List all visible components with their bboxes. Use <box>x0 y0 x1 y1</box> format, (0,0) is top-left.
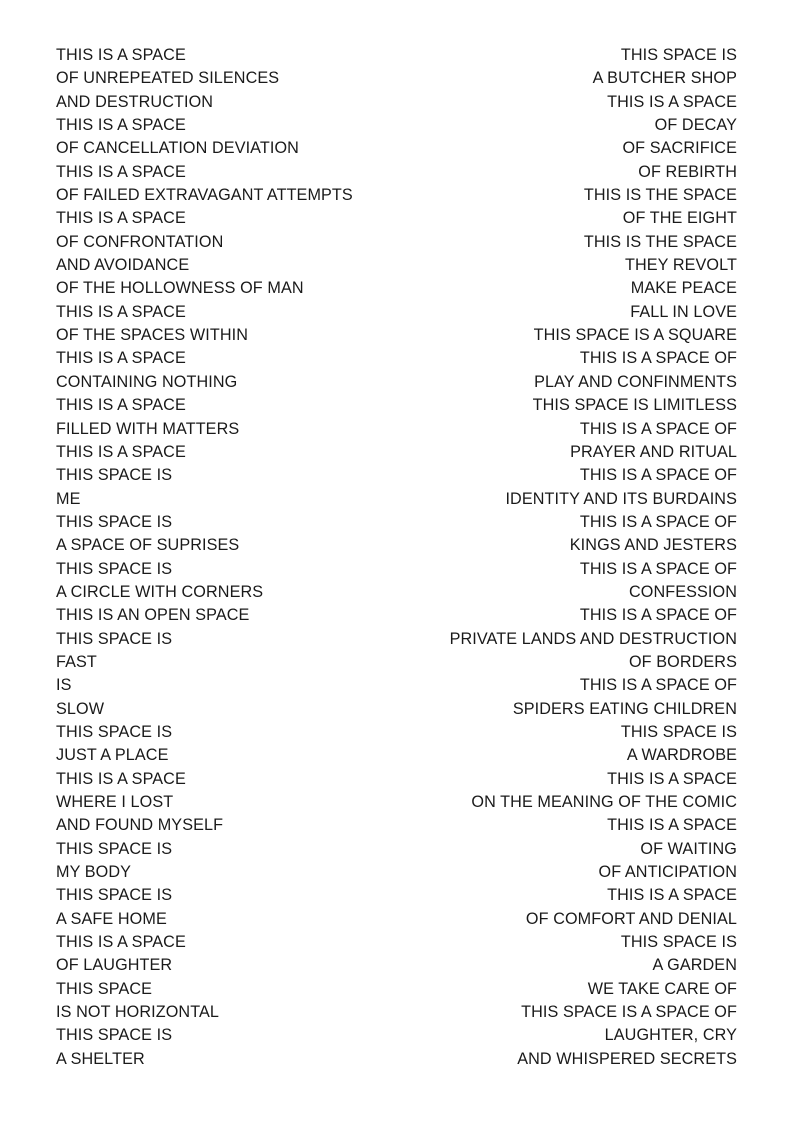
poem-line: A SPACE OF SUPRISES <box>56 536 240 555</box>
poem-line: THIS SPACE IS <box>620 722 737 741</box>
poem-line: THIS IS THE SPACE <box>583 232 737 251</box>
poem-line: MAKE PEACE <box>630 279 737 298</box>
poem-line: THIS SPACE IS <box>56 722 173 741</box>
poem-line: A SHELTER <box>56 1049 145 1068</box>
poem-line: OF BORDERS <box>628 652 737 671</box>
poem-line: THIS IS A SPACE OF <box>579 676 737 695</box>
poem-line: AND AVOIDANCE <box>56 256 190 275</box>
poem-line: THIS SPACE IS LIMITLESS <box>532 396 737 415</box>
poem-line: FAST <box>56 652 97 671</box>
poem-line: OF THE HOLLOWNESS OF MAN <box>56 279 304 298</box>
poem-line: OF UNREPEATED SILENCES <box>56 69 280 88</box>
poem-line: OF THE SPACES WITHIN <box>56 326 249 345</box>
poem-line: OF ANTICIPATION <box>598 863 737 882</box>
poem-line: OF REBIRTH <box>638 162 737 181</box>
poem-line: FILLED WITH MATTERS <box>56 419 240 438</box>
poem-line: MY BODY <box>56 863 132 882</box>
poem-line: OF CANCELLATION DEVIATION <box>56 139 299 158</box>
poem-line: AND FOUND MYSELF <box>56 816 224 835</box>
poem-line: THIS SPACE IS <box>56 839 173 858</box>
poem-line: A SAFE HOME <box>56 909 167 928</box>
poem-line: THEY REVOLT <box>624 256 737 275</box>
poem-line: ON THE MEANING OF THE COMIC <box>471 793 737 811</box>
poem-line: THIS IS A SPACE <box>56 396 186 415</box>
poem-line: WHERE I LOST <box>56 793 174 811</box>
poem-line: THIS IS A SPACE OF <box>579 606 737 625</box>
poem-line: PRIVATE LANDS AND DESTRUCTION <box>449 629 737 648</box>
poem-line: FALL IN LOVE <box>630 302 737 321</box>
poem-line: OF DECAY <box>654 116 737 135</box>
poem-line: THIS SPACE IS <box>56 629 173 648</box>
poem-line: WE TAKE CARE OF <box>587 979 737 998</box>
poem-line: THIS IS A SPACE <box>607 816 737 835</box>
poem-line: AND WHISPERED SECRETS <box>517 1049 737 1068</box>
poem-line: IDENTITY AND ITS BURDAINS <box>505 489 737 508</box>
poem-line: THIS IS A SPACE <box>56 162 186 181</box>
poem-line: AND DESTRUCTION <box>56 92 214 111</box>
poem-left-column <box>56 44 396 1071</box>
poem-line: PRAYER AND RITUAL <box>570 442 737 461</box>
poem-line: CONTAINING NOTHING <box>56 372 238 391</box>
poem-line: IS NOT HORIZONTAL <box>56 1003 219 1022</box>
poem-line: THIS IS A SPACE OF <box>579 512 737 531</box>
poem-line: SLOW <box>56 699 105 718</box>
poem-line: THIS SPACE IS <box>56 1026 173 1045</box>
poem-line: A GARDEN <box>652 956 737 975</box>
poem-line: IS <box>56 676 72 695</box>
poem-line: OF THE EIGHT <box>622 209 737 228</box>
poem-line: THIS IS A SPACE <box>56 209 186 228</box>
poem-line: THIS SPACE <box>56 979 153 998</box>
poem-line: THIS IS A SPACE <box>607 92 737 111</box>
poem-line: THIS IS AN OPEN SPACE <box>56 606 250 625</box>
poem-right-column <box>397 44 737 1071</box>
poem-line: OF SACRIFICE <box>622 139 737 158</box>
poem-line: THIS IS A SPACE <box>607 769 737 788</box>
poem-line: THIS IS A SPACE <box>56 302 186 321</box>
poem-line: THIS SPACE IS <box>56 886 173 905</box>
poem-line: THIS SPACE IS <box>56 466 173 485</box>
poem-line: THIS IS A SPACE <box>56 933 186 952</box>
poem-line: THIS SPACE IS <box>56 559 173 578</box>
poem-line: THIS IS A SPACE <box>56 116 186 135</box>
poem-line: THIS IS A SPACE <box>56 769 186 788</box>
poem-line: THIS SPACE IS <box>620 46 737 64</box>
poem-line: LAUGHTER, CRY <box>604 1026 737 1045</box>
poem-line: OF CONFRONTATION <box>56 232 224 251</box>
poem-line: THIS IS A SPACE <box>56 46 186 64</box>
poem-line: OF WAITING <box>640 839 737 858</box>
poem-line: KINGS AND JESTERS <box>569 536 737 555</box>
poem-line: SPIDERS EATING CHILDREN <box>512 699 737 718</box>
poem-line: THIS SPACE IS A SPACE OF <box>521 1003 737 1022</box>
poem-line: THIS IS A SPACE <box>56 442 186 461</box>
poem-line: CONFESSION <box>628 582 737 601</box>
poem-line: A WARDROBE <box>626 746 737 765</box>
poem-line: JUST A PLACE <box>56 746 169 765</box>
poem-line: ME <box>56 489 81 508</box>
poem-line: OF COMFORT AND DENIAL <box>525 909 737 928</box>
poem-line: OF FAILED EXTRAVAGANT ATTEMPTS <box>56 186 353 205</box>
poem-line: THIS SPACE IS A SQUARE <box>533 326 737 345</box>
poem-line: A BUTCHER SHOP <box>592 69 737 88</box>
poem-line: THIS SPACE IS <box>620 933 737 952</box>
poem-line: PLAY AND CONFINMENTS <box>534 372 737 391</box>
poem-line: THIS IS A SPACE OF <box>579 419 737 438</box>
poem-line: A CIRCLE WITH CORNERS <box>56 582 264 601</box>
poem-line: THIS IS A SPACE OF <box>579 349 737 368</box>
poem-line: THIS IS A SPACE <box>56 349 186 368</box>
poem-line: OF LAUGHTER <box>56 956 173 975</box>
poem-line: THIS IS A SPACE <box>607 886 737 905</box>
poem-line: THIS IS A SPACE OF <box>579 466 737 485</box>
poem-line: THIS SPACE IS <box>56 512 173 531</box>
poem-line: THIS IS THE SPACE <box>583 186 737 205</box>
poem-line: THIS IS A SPACE OF <box>579 559 737 578</box>
